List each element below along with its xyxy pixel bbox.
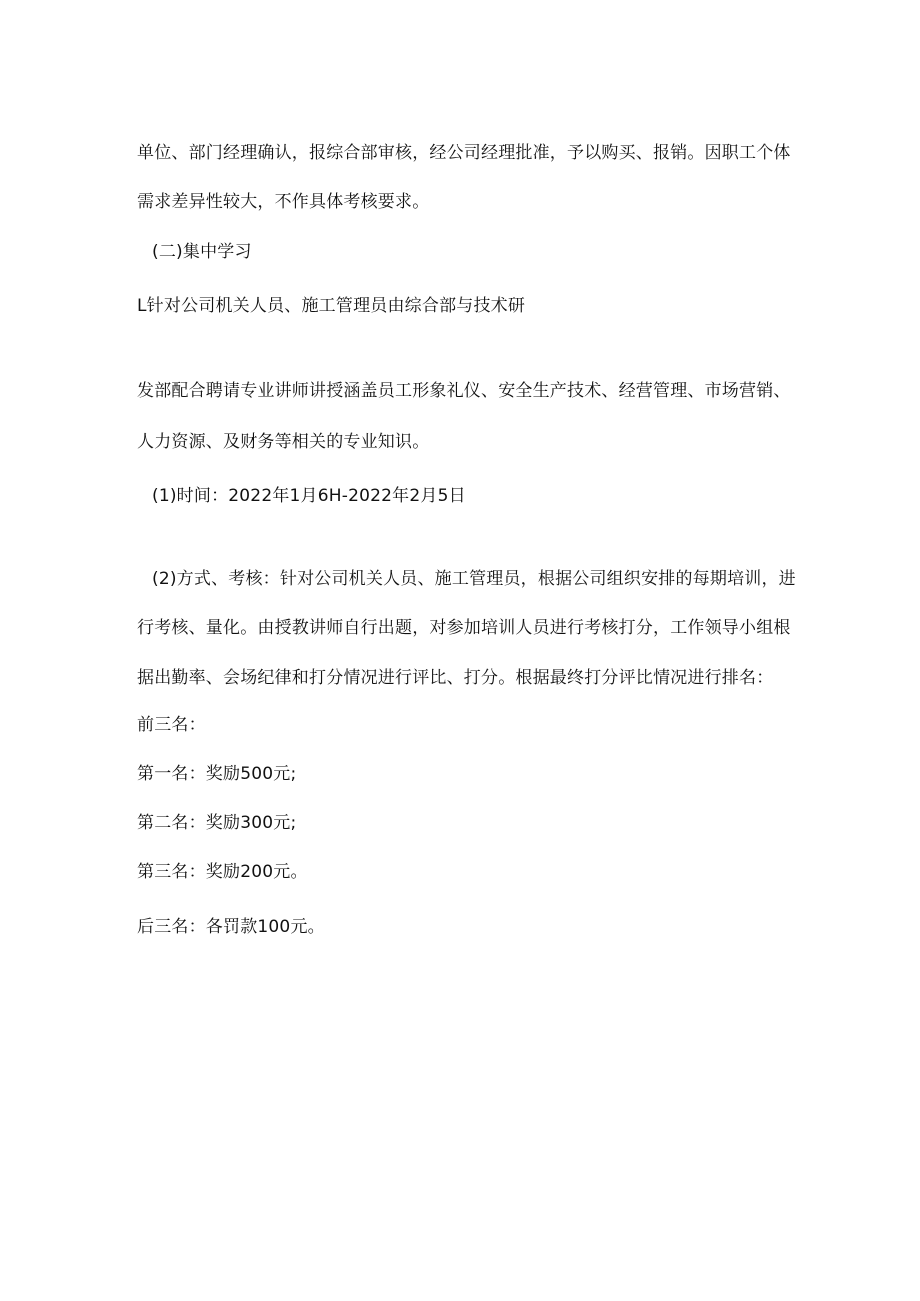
paragraph-line: 单位、部门经理确认，报综合部审核，经公司经理批准，予以购买、报销。因职工个体: [137, 143, 791, 163]
paragraph-line: 人力资源、及财务等相关的专业知识。: [137, 432, 430, 452]
time-line: (1)时间：2022年1月6H-2022年2月5日: [152, 486, 466, 506]
paragraph-line: 需求差异性较大，不作具体考核要求。: [137, 192, 430, 212]
paragraph-line: (2)方式、考核：针对公司机关人员、施工管理员，根据公司组织安排的每期培训，进: [152, 569, 796, 589]
list-heading: 前三名：: [137, 715, 206, 735]
list-item: 第三名：奖励200元。: [137, 862, 308, 882]
paragraph-line: 据出勤率、会场纪律和打分情况进行评比、打分。根据最终打分评比情况进行排名：: [137, 668, 774, 688]
paragraph-line: 发部配合聘请专业讲师讲授涵盖员工形象礼仪、安全生产技术、经营管理、市场营销、: [137, 381, 791, 401]
section-heading: (二)集中学习: [152, 242, 252, 262]
list-item: 第二名：奖励300元;: [137, 813, 297, 833]
list-item: 后三名：各罚款100元。: [137, 917, 325, 937]
paragraph-line: 行考核、量化。由授教讲师自行出题，对参加培训人员进行考核打分，工作领导小组根: [137, 618, 791, 638]
paragraph-line: L针对公司机关人员、施工管理员由综合部与技术研: [137, 296, 526, 316]
list-item: 第一名：奖励500元;: [137, 764, 297, 784]
